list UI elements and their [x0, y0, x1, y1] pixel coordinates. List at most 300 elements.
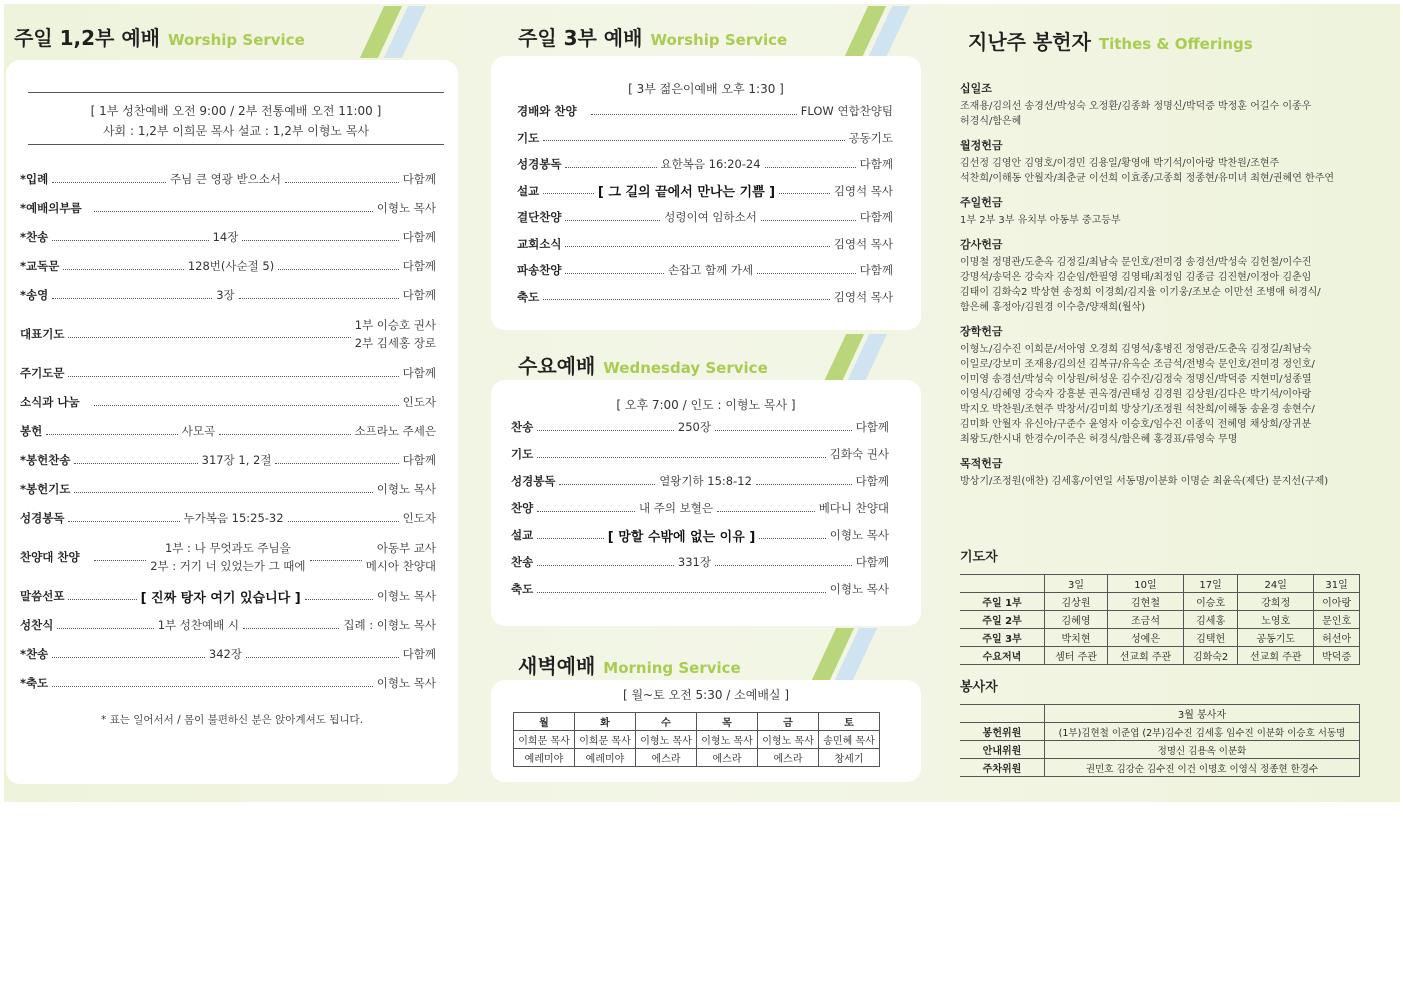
leader-dots — [591, 114, 797, 115]
program-leader — [355, 316, 436, 352]
leader-dots — [278, 269, 399, 270]
offering-line: 박지오 박찬원/조현주 박창서/김미희 방상기/조정원 석찬희/이해동 송윤경 송현수/ — [960, 404, 1315, 415]
morning-title-en: Morning Service — [603, 659, 741, 677]
program-leader-2: 메시아 찬양대 — [365, 559, 437, 573]
program-leader: 다함께 — [859, 263, 893, 277]
prayer-person: 문인호 — [1314, 611, 1360, 629]
col2-title-en: Worship Service — [650, 31, 788, 49]
leader-dots — [559, 484, 655, 485]
leader-dots — [717, 511, 815, 512]
prayer-person: 김혜영 — [1045, 611, 1108, 629]
program-label: *찬송 — [20, 230, 49, 244]
col2-title — [518, 22, 787, 51]
program-row — [20, 393, 436, 411]
program-detail: 3장 — [216, 288, 235, 302]
prayer-person: 공동기도 — [1238, 629, 1314, 647]
prayer-title: 기도자 — [960, 550, 998, 565]
offering-group — [960, 80, 1360, 129]
offering-group — [960, 194, 1360, 228]
wed-card — [491, 380, 921, 626]
prayer-person: 노영호 — [1238, 611, 1314, 629]
leader-dots — [52, 686, 373, 687]
program-detail: 250장 — [677, 420, 711, 434]
program-row — [20, 170, 436, 188]
program-detail: 317장 1, 2절 — [201, 453, 272, 467]
program-row — [20, 315, 436, 353]
program-leader: 다함께 — [402, 172, 437, 186]
program-row — [20, 616, 436, 634]
program-row — [517, 288, 893, 306]
program-row — [20, 199, 436, 217]
leader-dots — [537, 538, 604, 539]
program-row — [517, 155, 893, 173]
leader-dots — [68, 376, 398, 377]
program-row — [511, 580, 889, 598]
morning-preacher: 이희문 목사 — [575, 731, 636, 749]
leader-dots — [537, 511, 635, 512]
program-leader: 김영석 목사 — [833, 289, 893, 304]
servant-table — [960, 704, 1360, 777]
offering-heading: 감사헌금 — [960, 238, 1003, 251]
morning-book: 예레미야 — [514, 749, 575, 767]
program-leader: 이형노 목사 — [376, 676, 436, 690]
prayer-row — [960, 629, 1360, 647]
leader-dots — [715, 430, 852, 431]
order-of-worship — [20, 170, 436, 730]
prayer-person: 박덕증 — [1314, 647, 1360, 665]
leader-dots — [68, 521, 179, 522]
wed-title — [518, 350, 768, 379]
offering-line: 강명석/송덕은 강숙자 김순임/한필영 김영태/최정임 김종금 김진현/이정아 김춘임 — [960, 272, 1312, 283]
program-row — [511, 526, 889, 544]
morning-preacher: 이형노 목사 — [758, 731, 819, 749]
program-leader: 다함께 — [855, 420, 890, 434]
program-row — [20, 228, 436, 246]
offering-names — [960, 342, 1360, 447]
leader-dots — [565, 246, 829, 247]
prayer-row — [960, 611, 1360, 629]
prayer-person: 김택헌 — [1183, 629, 1237, 647]
servant-names: 권민호 김강순 김수진 이건 이명호 이영식 정종현 한경수 — [1045, 759, 1360, 777]
offering-line: 이미영 송경선/박성숙 이상원/허성운 김수진/김정숙 정명신/박덕증 지현미/성종열 — [960, 374, 1312, 385]
prayer-date: 24일 — [1238, 575, 1314, 593]
wed-title-en: Wednesday Service — [603, 359, 768, 377]
program-leader: 다함께 — [402, 259, 437, 273]
leader-dots — [285, 182, 399, 183]
program-label: 축도 — [511, 582, 534, 596]
program-leader: 베다니 찬양대 — [818, 501, 889, 515]
program-label: *봉헌기도 — [20, 482, 71, 496]
leader-dots — [94, 211, 373, 212]
program-detail: 성령이여 임하소서 — [664, 210, 757, 224]
prayer-service: 주일 3부 — [960, 629, 1045, 647]
prayer-person: 김세홍 — [1183, 611, 1237, 629]
program-label: 성찬식 — [20, 618, 54, 632]
leader-dots — [543, 193, 594, 194]
divider — [28, 144, 444, 145]
program-label: 찬송 — [511, 420, 534, 434]
program-label: 설교 — [517, 183, 540, 198]
leader-dots — [543, 140, 844, 141]
program-label: 대표기도 — [20, 327, 65, 341]
program-leader: 이형노 목사 — [376, 201, 436, 215]
program-detail: 342장 — [208, 647, 242, 661]
leader-dots — [57, 628, 153, 629]
offering-names — [960, 213, 1360, 228]
morning-day-header: 목 — [697, 713, 758, 731]
program-leader-1: 1부 이승호 권사 — [354, 318, 436, 332]
leader-dots — [52, 182, 166, 183]
program-row — [20, 509, 436, 527]
leader-dots — [243, 628, 339, 629]
prayer-person: 김현철 — [1108, 593, 1184, 611]
leader-dots — [310, 560, 362, 561]
program-leader: 다함께 — [855, 474, 889, 488]
program-label: 찬양대 찬양 — [20, 550, 80, 564]
program-label: 성경봉독 — [511, 474, 556, 488]
program-row — [511, 418, 889, 436]
program-leader: 다함께 — [859, 210, 894, 224]
offerings-list — [960, 72, 1360, 495]
program-label: 말씀선포 — [20, 589, 65, 603]
offering-line: 석찬희/이해동 안월자/최춘균 이선희 이효종/고종희 정종현/유미녀 최현/권혜연 한주연 — [960, 173, 1335, 184]
program-leader: 김화숙 권사 — [829, 447, 889, 461]
prayer-person: 선교회 주관 — [1238, 647, 1314, 665]
program-label: 축도 — [517, 289, 540, 304]
program-leader: 집례 : 이형노 목사 — [343, 618, 436, 632]
program-label: 소식과 나눔 — [20, 395, 80, 409]
col2-card-sunday3 — [491, 56, 921, 330]
program-detail: [ 그 길의 끝에서 만나는 기쁨 ] — [597, 185, 776, 200]
offering-line: 조재용/김의선 송경선/박성숙 오정환/김종화 정명신/박덕증 박정훈 어길수 이종우 — [960, 101, 1312, 112]
program-label: 경배와 찬양 — [517, 104, 577, 118]
prayer-service: 수요저녁 — [960, 647, 1045, 665]
leader-dots — [543, 299, 830, 300]
prayer-date: 10일 — [1108, 575, 1184, 593]
offering-group — [960, 236, 1360, 315]
col3-title-ko: 지난주 봉헌자 — [968, 30, 1091, 54]
program-leader: 이형노 목사 — [376, 482, 436, 496]
servant-names: 정명신 김용옥 이분화 — [1045, 741, 1360, 759]
program-detail: 누가복음 15:25-32 — [183, 511, 284, 525]
program-label: 찬양 — [511, 501, 534, 515]
program-detail: 사모곡 — [181, 424, 216, 438]
prayer-person: 조금석 — [1108, 611, 1184, 629]
leader-dots — [246, 657, 399, 658]
leader-dots — [239, 298, 399, 299]
offering-heading: 월정헌금 — [960, 139, 1003, 152]
program-detail — [150, 539, 305, 575]
col1-title-en: Worship Service — [167, 31, 305, 49]
servant-names: (1부)김현철 이준엽 (2부)김수진 김세홍 임수진 이분화 이승호 서동명 — [1045, 723, 1360, 741]
program-row — [517, 235, 893, 253]
program-row — [511, 553, 889, 571]
program-row — [20, 364, 436, 382]
offering-heading: 목적헌금 — [960, 457, 1003, 470]
prayer-date: 3일 — [1045, 575, 1108, 593]
offering-line: 1부 2부 3부 유치부 아동부 중고등부 — [960, 215, 1121, 226]
leader-dots — [779, 193, 830, 194]
offering-heading: 장학헌금 — [960, 325, 1003, 338]
program-leader: 다함께 — [855, 555, 890, 569]
program-row — [20, 257, 436, 275]
offering-line: 김선정 김영안 김영호/이경민 김용일/황영애 박기석/이아랑 박찬원/조현주 — [960, 158, 1280, 169]
program-row — [517, 182, 893, 200]
program-leader: 다함께 — [402, 647, 436, 661]
program-leader — [366, 539, 436, 575]
morning-preacher: 이형노 목사 — [697, 731, 758, 749]
leader-dots — [761, 220, 856, 221]
program-leader: 김영석 목사 — [833, 236, 893, 251]
program-label: *교독문 — [20, 259, 60, 273]
leader-dots — [757, 273, 856, 274]
leader-dots — [46, 434, 178, 435]
program-detail: 1부 성찬예배 시 — [157, 618, 239, 632]
prayer-person: 이아랑 — [1314, 593, 1360, 611]
program-label: 주기도문 — [20, 366, 65, 380]
offering-line: 김미화 안월자 유신아/구준수 윤영자 이승호/임수진 이종익 전혜영 채상희/장귀분 — [960, 419, 1312, 430]
program-row — [517, 102, 893, 120]
prayer-row — [960, 593, 1360, 611]
program-detail: 331장 — [677, 555, 711, 569]
servant-title: 봉사자 — [960, 680, 998, 695]
program-label: 교회소식 — [517, 236, 562, 251]
prayer-service: 주일 2부 — [960, 611, 1045, 629]
morning-table — [513, 712, 880, 767]
program-row — [20, 451, 436, 469]
col1-card — [6, 60, 458, 784]
offering-line: 이명철 정명관/도춘옥 김정길/최남숙 문인호/전미경 송경선/박성숙 김헌철/이수진 — [960, 257, 1312, 268]
program-label: *봉헌찬송 — [20, 453, 71, 467]
offering-line: 방상기/조정원(애찬) 김세홍/이연일 서동명/이분화 이명순 최윤옥(제단) 문지선(구제) — [960, 476, 1329, 487]
leader-dots — [52, 657, 205, 658]
program-leader: 다함께 — [402, 366, 436, 380]
program-row — [517, 261, 893, 279]
program-label: 성경봉독 — [20, 511, 65, 525]
offering-heading: 주일헌금 — [960, 196, 1003, 209]
wed-title-ko: 수요예배 — [518, 354, 596, 378]
col1-title — [14, 22, 305, 51]
program-row — [511, 499, 889, 517]
order-of-worship-3 — [517, 102, 893, 322]
morning-card — [491, 680, 921, 782]
program-leader-1: 아동부 교사 — [376, 541, 437, 555]
program-label: 기도 — [511, 447, 534, 461]
prayer-service: 주일 1부 — [960, 593, 1045, 611]
program-label: *축도 — [20, 676, 49, 690]
program-label: 찬송 — [511, 555, 534, 569]
program-leader: 인도자 — [402, 395, 436, 409]
prayer-person: 이승호 — [1183, 593, 1237, 611]
program-leader: 이형노 목사 — [376, 589, 437, 603]
offering-line: 최왕도/한시내 한경수/이주은 허경식/함은혜 홍경표/류영숙 무명 — [960, 434, 1238, 445]
servant-row — [960, 741, 1360, 759]
morning-day-header: 토 — [819, 713, 880, 731]
offering-line: 이영식/김혜영 강숙자 강흥분 권옥경/권태성 김경원 김상원/김다은 박기석/이아랑 — [960, 389, 1312, 400]
program-leader: 이형노 목사 — [829, 582, 889, 596]
prayer-row — [960, 647, 1360, 665]
prayer-person: 박치현 — [1045, 629, 1108, 647]
program-label: 파송찬양 — [517, 263, 562, 277]
leader-dots — [288, 521, 399, 522]
program-detail-2: 2부 : 거기 너 있었는가 그 때에 — [150, 559, 306, 573]
footnote: * 표는 일어서서 / 몸이 불편하신 분은 앉아계셔도 됩니다. — [101, 714, 363, 726]
servant-header: 3월 봉사자 — [1045, 705, 1360, 723]
program-leader: 다함께 — [402, 453, 436, 467]
prayer-person: 강희정 — [1238, 593, 1314, 611]
leader-dots — [765, 167, 856, 168]
leader-dots — [52, 240, 208, 241]
offering-group — [960, 137, 1360, 186]
offering-line: 이형노/김수진 이희문/서아영 오경희 김영석/홍병진 정영관/도춘옥 김정길/최남숙 — [960, 344, 1312, 355]
program-row — [511, 472, 889, 490]
offering-group — [960, 455, 1360, 489]
prayer-person: 허선아 — [1314, 629, 1360, 647]
offering-heading: 십일조 — [960, 82, 992, 95]
offering-names — [960, 255, 1360, 315]
program-detail: 주님 큰 영광 받으소서 — [169, 172, 281, 186]
program-leader: 김영석 목사 — [833, 183, 894, 198]
offering-line: 함은혜 홍정아/김원경 이수층/양재희(월삭) — [960, 302, 1146, 313]
program-label: 봉헌 — [20, 424, 43, 438]
program-label: 성경봉독 — [517, 157, 562, 171]
leader-dots — [74, 492, 372, 493]
leader-dots — [68, 337, 350, 338]
program-detail: 14장 — [212, 230, 239, 244]
divider — [28, 92, 444, 93]
program-row — [20, 587, 436, 605]
servant-row — [960, 723, 1360, 741]
program-leader: 공동기도 — [848, 130, 893, 145]
leader-dots — [275, 463, 398, 464]
prayer-person: 셈터 주관 — [1045, 647, 1108, 665]
morning-day-header: 화 — [575, 713, 636, 731]
program-row — [517, 208, 893, 226]
leader-dots — [94, 560, 146, 561]
morning-preacher: 이희문 목사 — [514, 731, 575, 749]
program-leader: 다함께 — [402, 230, 436, 244]
prayer-head-blank — [960, 575, 1045, 593]
morning-title-ko: 새벽예배 — [518, 654, 596, 678]
program-leader: 인도자 — [402, 511, 436, 525]
leader-dots — [715, 565, 852, 566]
leader-dots — [537, 430, 674, 431]
program-leader: 이형노 목사 — [829, 528, 889, 542]
offering-names — [960, 156, 1360, 186]
program-label: 결단찬양 — [517, 210, 562, 224]
morning-day-header: 수 — [636, 713, 697, 731]
program-row — [20, 645, 436, 663]
program-row — [20, 538, 436, 576]
order-of-wed — [511, 418, 889, 618]
servant-role: 봉헌위원 — [960, 723, 1045, 741]
program-label: *송영 — [20, 288, 49, 302]
morning-book: 에스라 — [697, 749, 758, 767]
morning-schedule: [ 월~토 오전 5:30 / 소예배실 ] — [622, 688, 790, 702]
prayer-date: 31일 — [1314, 575, 1360, 593]
program-leader: 다함께 — [859, 157, 893, 171]
morning-book: 에스라 — [636, 749, 697, 767]
leader-dots — [759, 538, 826, 539]
leader-dots — [94, 405, 399, 406]
prayer-date: 17일 — [1183, 575, 1237, 593]
offering-group — [960, 323, 1360, 447]
morning-book: 에스라 — [758, 749, 819, 767]
col3-title — [968, 26, 1253, 55]
morning-day-header: 금 — [758, 713, 819, 731]
leader-dots — [305, 599, 373, 600]
program-label: *찬송 — [20, 647, 49, 661]
program-row — [517, 129, 893, 147]
program-leader: FLOW 연합찬양팀 — [800, 104, 893, 118]
program-row — [511, 445, 889, 463]
leader-dots — [537, 457, 826, 458]
prayer-person: 성예은 — [1108, 629, 1184, 647]
leader-dots — [537, 592, 826, 593]
offering-line: 김태이 김화숙2 박상현 송정희 이경희/김지율 이기웅/조보순 이만선 조병애 허경식/ — [960, 287, 1321, 298]
morning-day-header: 월 — [514, 713, 575, 731]
program-row — [20, 422, 436, 440]
prayer-person: 김화숙2 — [1183, 647, 1237, 665]
program-detail: 128번(사순절 5) — [187, 259, 275, 273]
servant-role: 안내위원 — [960, 741, 1045, 759]
program-detail: [ 망할 수밖에 없는 이유 ] — [607, 529, 756, 545]
col2-title-ko: 주일 3부 예배 — [518, 26, 643, 50]
leader-dots — [565, 167, 656, 168]
offering-names — [960, 474, 1360, 489]
offering-line: 허경식/함은혜 — [960, 116, 1022, 127]
servant-head-blank — [960, 705, 1045, 723]
program-detail: [ 진짜 탕자 여기 있습니다 ] — [140, 590, 301, 606]
program-label: 기도 — [517, 130, 540, 145]
leader-dots — [756, 484, 852, 485]
prayer-table — [960, 574, 1360, 665]
leader-dots — [63, 269, 184, 270]
program-detail: 손잡고 함께 가세 — [668, 263, 754, 277]
leader-dots — [242, 240, 398, 241]
morning-title — [518, 650, 741, 679]
col1-schedule-2: 사회 : 1,2부 이희문 목사 설교 : 1,2부 이형노 목사 — [102, 124, 370, 138]
col1-title-ko: 주일 1,2부 예배 — [14, 26, 160, 50]
program-leader-2: 2부 김세홍 장로 — [354, 336, 436, 350]
wed-schedule: [ 오후 7:00 / 인도 : 이형노 목사 ] — [616, 398, 796, 412]
leader-dots — [537, 565, 674, 566]
leader-dots — [565, 273, 664, 274]
leader-dots — [565, 220, 660, 221]
morning-preacher: 송민혜 목사 — [819, 731, 880, 749]
program-label: *예배의부름 — [20, 201, 82, 215]
leader-dots — [74, 463, 197, 464]
col2-schedule: [ 3부 젊은이예배 오후 1:30 ] — [628, 82, 784, 96]
prayer-person: 김상원 — [1045, 593, 1108, 611]
col1-schedule-1: [ 1부 성찬예배 오전 9:00 / 2부 전통예배 오전 11:00 ] — [90, 104, 382, 118]
program-leader: 다함께 — [402, 288, 436, 302]
offering-line: 이일로/강보미 조재용/김의선 김복규/유옥순 조금석/전병숙 문인호/전미경 정인호/ — [960, 359, 1315, 370]
program-detail: 요한복음 16:20-24 — [660, 157, 761, 171]
program-row — [20, 480, 436, 498]
program-detail-1: 1부 : 나 무엇과도 주님을 — [164, 541, 291, 555]
program-label: *입례 — [20, 172, 49, 186]
leader-dots — [52, 298, 212, 299]
morning-preacher: 이형노 목사 — [636, 731, 697, 749]
program-row — [20, 674, 436, 692]
prayer-person: 선교회 주관 — [1108, 647, 1184, 665]
leader-dots — [68, 599, 136, 600]
program-label: 설교 — [511, 528, 534, 542]
program-detail: 내 주의 보혈은 — [638, 501, 713, 515]
servant-role: 주차위원 — [960, 759, 1045, 777]
morning-book: 예레미야 — [575, 749, 636, 767]
